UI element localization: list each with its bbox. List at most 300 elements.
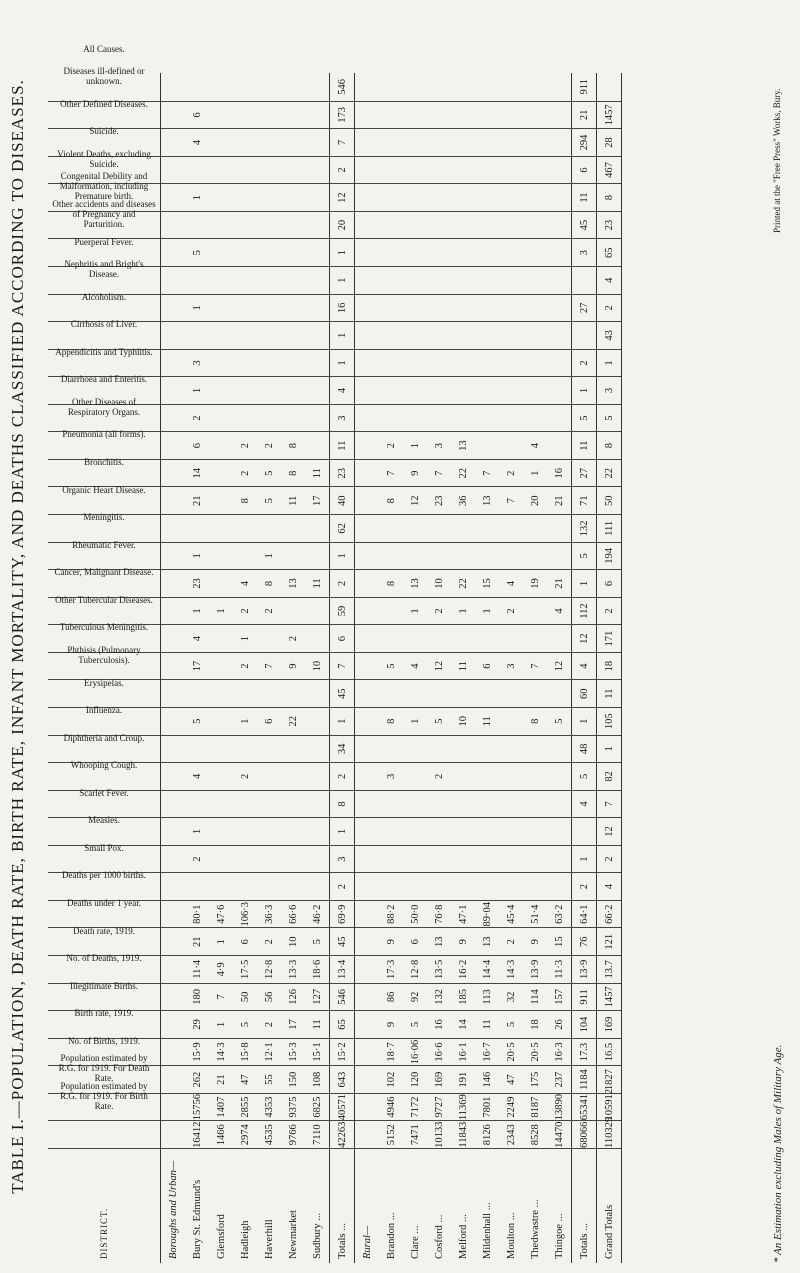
table-cell: 1 — [523, 459, 547, 487]
table-cell — [379, 818, 403, 846]
table-cell — [257, 873, 281, 901]
table-title: TABLE I.—POPULATION, DEATH RATE, BIRTH RATE, INFANT MORTALITY, AND DEATHS CLASSIFIED ACCORDING TO DISEASES. — [8, 79, 27, 1194]
column-header-label: Erysipelas. — [83, 677, 124, 688]
table-cell: 16412 — [185, 1121, 209, 1149]
table-cell: 1 — [597, 349, 622, 377]
table-cell: 7 — [257, 652, 281, 680]
table-cell — [547, 73, 572, 101]
table-cell: 7 — [330, 652, 355, 680]
table-cell — [209, 184, 233, 212]
table-cell: 2 — [597, 845, 622, 873]
table-cell — [161, 570, 186, 598]
district-name: Cosford ... — [433, 1214, 445, 1259]
table-cell — [161, 322, 186, 350]
table-cell: 191 — [451, 1066, 475, 1094]
table-cell: 17.3 — [572, 1038, 597, 1066]
table-cell — [257, 625, 281, 653]
table-cell — [379, 239, 403, 267]
table-cell: 1184 — [572, 1066, 597, 1094]
table-cell — [523, 73, 547, 101]
table-cell: 11·3 — [547, 956, 572, 984]
table-cell — [305, 708, 330, 736]
column-header-label: Nephritis and Bright's Disease. — [63, 259, 144, 280]
table-cell — [209, 652, 233, 680]
table-cell: 10 — [451, 708, 475, 736]
table-cell — [427, 239, 451, 267]
section-row — [355, 73, 380, 1263]
table-cell: 60 — [572, 680, 597, 708]
table-cell — [475, 845, 499, 873]
table-cell — [305, 763, 330, 791]
table-cell: 13·4 — [330, 956, 355, 984]
table-cell — [427, 625, 451, 653]
column-header-label: Other Defined Diseases. — [59, 98, 148, 109]
table-cell: 546 — [330, 73, 355, 101]
table-cell — [499, 735, 523, 763]
table-cell — [451, 542, 475, 570]
table-cell: 112 — [572, 597, 597, 625]
table-cell — [161, 377, 186, 405]
district-name: Totals ... — [572, 1149, 597, 1264]
table-cell — [451, 294, 475, 322]
table-cell — [355, 184, 380, 212]
table-cell — [305, 625, 330, 653]
table-cell: 45 — [330, 680, 355, 708]
column-header-label: No. of Births, 1919. — [67, 1035, 140, 1046]
table-cell — [257, 73, 281, 101]
table-row — [185, 73, 209, 1263]
table-cell — [379, 156, 403, 184]
table-cell — [523, 680, 547, 708]
table-cell: 2343 — [499, 1121, 523, 1149]
table-cell: 4·9 — [209, 956, 233, 984]
table-cell — [523, 790, 547, 818]
table-cell: 262 — [185, 1066, 209, 1094]
table-cell — [355, 267, 380, 295]
table-cell: 69·9 — [330, 900, 355, 928]
table-cell: 7 — [427, 459, 451, 487]
table-cell — [475, 735, 499, 763]
header-row — [48, 73, 161, 1263]
table-cell — [355, 349, 380, 377]
table-cell: 1 — [330, 708, 355, 736]
table-cell — [161, 349, 186, 377]
table-cell — [403, 211, 427, 239]
table-cell: 2974 — [233, 1121, 257, 1149]
table-cell: 20·5 — [523, 1038, 547, 1066]
table-cell — [427, 294, 451, 322]
table-cell: 13 — [427, 928, 451, 956]
table-cell: 8 — [379, 708, 403, 736]
table-cell: 5 — [572, 404, 597, 432]
table-cell: 126 — [281, 983, 305, 1011]
table-cell — [355, 900, 380, 928]
table-cell — [523, 156, 547, 184]
table-cell: 3 — [185, 349, 209, 377]
table-cell — [257, 349, 281, 377]
table-cell: 11 — [572, 432, 597, 460]
table-cell — [403, 73, 427, 101]
table-cell: 171 — [597, 625, 622, 653]
table-cell: 13 — [475, 928, 499, 956]
table-cell: 11 — [451, 652, 475, 680]
table-row — [547, 73, 572, 1263]
table-cell: 23 — [185, 570, 209, 598]
table-cell — [281, 515, 305, 543]
table-cell: 64·1 — [572, 900, 597, 928]
table-cell — [427, 845, 451, 873]
table-cell — [427, 377, 451, 405]
table-cell: 20·5 — [499, 1038, 523, 1066]
column-header-label: Puerperal Fever. — [74, 236, 133, 247]
table-cell — [355, 1093, 380, 1121]
table-cell — [499, 763, 523, 791]
table-cell: 5 — [572, 763, 597, 791]
table-cell — [451, 73, 475, 101]
table-cell: 2 — [427, 763, 451, 791]
table-cell: 12·8 — [257, 956, 281, 984]
table-cell — [355, 322, 380, 350]
table-cell: 4 — [597, 873, 622, 901]
table-cell: 11 — [475, 1011, 499, 1039]
table-cell: 2 — [499, 928, 523, 956]
table-cell — [523, 515, 547, 543]
table-cell — [547, 239, 572, 267]
table-cell: 169 — [597, 1011, 622, 1039]
table-cell — [209, 680, 233, 708]
table-cell — [355, 404, 380, 432]
table-cell: 50 — [597, 487, 622, 515]
table-cell — [475, 184, 499, 212]
table-cell — [499, 432, 523, 460]
table-cell: 7 — [597, 790, 622, 818]
table-cell: 17·3 — [379, 956, 403, 984]
table-cell — [547, 377, 572, 405]
table-cell — [209, 570, 233, 598]
table-cell: 66·6 — [281, 900, 305, 928]
table-cell — [209, 845, 233, 873]
table-cell: 11 — [305, 459, 330, 487]
printer-note: Printed at the "Free Press" Works, Bury. — [772, 88, 782, 233]
table-cell: 3 — [379, 763, 403, 791]
table-cell: 11 — [281, 487, 305, 515]
district-name: Sudbury ... — [311, 1212, 323, 1259]
table-cell — [499, 73, 523, 101]
table-cell: 121 — [597, 928, 622, 956]
table-cell — [209, 459, 233, 487]
table-cell — [523, 625, 547, 653]
table-cell — [523, 294, 547, 322]
table-cell: 3 — [427, 432, 451, 460]
table-cell: 2 — [233, 432, 257, 460]
table-cell — [547, 349, 572, 377]
table-cell — [451, 790, 475, 818]
district-name: Melford ... — [457, 1214, 469, 1259]
table-cell — [257, 845, 281, 873]
table-cell — [233, 542, 257, 570]
table-cell — [499, 267, 523, 295]
table-cell: 82 — [597, 763, 622, 791]
table-cell — [403, 845, 427, 873]
table-cell — [547, 211, 572, 239]
table-cell — [161, 1121, 186, 1149]
table-cell: 104 — [572, 1011, 597, 1039]
table-cell — [281, 597, 305, 625]
table-cell: 11·4 — [185, 956, 209, 984]
table-cell — [403, 239, 427, 267]
table-cell: 1457 — [597, 101, 622, 129]
table-cell — [403, 129, 427, 157]
table-cell: 6 — [257, 708, 281, 736]
table-cell — [257, 322, 281, 350]
table-cell: 7 — [330, 129, 355, 157]
table-cell — [209, 432, 233, 460]
table-cell: 6 — [572, 156, 597, 184]
table-cell — [185, 156, 209, 184]
table-cell — [499, 873, 523, 901]
table-cell — [403, 156, 427, 184]
column-header-label: Birth rate, 1919. — [74, 1008, 133, 1019]
table-cell: 13 — [451, 432, 475, 460]
table-cell: 1 — [233, 625, 257, 653]
table-cell: 20 — [330, 211, 355, 239]
table-cell — [161, 184, 186, 212]
column-header-label: Population estimated by R.G. for 1919. For Death Rate. — [58, 1053, 149, 1084]
table-cell — [379, 267, 403, 295]
table-cell: 8187 — [523, 1093, 547, 1121]
table-cell — [451, 267, 475, 295]
table-cell: 2 — [572, 873, 597, 901]
table-cell: 40 — [330, 487, 355, 515]
table-cell: 7471 — [403, 1121, 427, 1149]
table-cell: 12 — [403, 487, 427, 515]
table-cell: 1 — [403, 432, 427, 460]
table-cell: 21 — [547, 570, 572, 598]
table-cell — [403, 763, 427, 791]
column-header-label: Congenital Debility and Malformation, including Premature birth. — [59, 171, 148, 202]
table-cell: 40571 — [330, 1093, 355, 1121]
table-cell: 11 — [305, 1011, 330, 1039]
table-cell: 17 — [185, 652, 209, 680]
table-cell — [379, 101, 403, 129]
table-cell — [233, 156, 257, 184]
table-cell — [547, 404, 572, 432]
table-cell — [523, 211, 547, 239]
table-cell: 1 — [330, 267, 355, 295]
table-cell: 11843 — [451, 1121, 475, 1149]
table-cell: 18 — [523, 1011, 547, 1039]
table-cell: 21 — [547, 487, 572, 515]
table-cell — [233, 129, 257, 157]
column-header-label: Small Pox. — [83, 842, 124, 853]
table-cell: 911 — [572, 983, 597, 1011]
table-row — [379, 73, 403, 1263]
column-header-label: Measles. — [87, 815, 120, 826]
table-cell — [547, 156, 572, 184]
table-cell — [257, 377, 281, 405]
table-row — [427, 73, 451, 1263]
table-cell: 17·5 — [233, 956, 257, 984]
table-cell — [475, 818, 499, 846]
table-cell — [499, 625, 523, 653]
table-cell — [305, 542, 330, 570]
table-cell: 36·3 — [257, 900, 281, 928]
table-cell — [403, 267, 427, 295]
column-header-label: Deaths per 1000 births. — [61, 870, 146, 881]
table-cell — [161, 597, 186, 625]
table-cell — [547, 680, 572, 708]
table-cell: 12 — [427, 652, 451, 680]
table-cell: 10 — [281, 928, 305, 956]
table-cell — [379, 597, 403, 625]
column-header-label: Violent Deaths, excluding Suicide. — [56, 148, 151, 169]
table-cell — [451, 377, 475, 405]
table-cell: 50·0 — [403, 900, 427, 928]
table-cell — [161, 542, 186, 570]
table-cell: 45 — [572, 211, 597, 239]
table-cell: 10 — [305, 652, 330, 680]
table-cell — [403, 515, 427, 543]
table-cell: 9 — [379, 1011, 403, 1039]
table-cell — [475, 625, 499, 653]
table-cell: 2 — [572, 349, 597, 377]
table-cell: 11 — [572, 184, 597, 212]
table-cell — [305, 845, 330, 873]
table-cell — [379, 322, 403, 350]
table-cell — [185, 680, 209, 708]
table-cell: 4 — [185, 129, 209, 157]
table-cell — [161, 956, 186, 984]
column-header-label: Rheumatic Fever. — [71, 539, 136, 550]
table-row — [403, 73, 427, 1263]
table-cell — [161, 708, 186, 736]
table-cell: 14·3 — [499, 956, 523, 984]
table-cell — [305, 211, 330, 239]
table-cell: 4 — [185, 625, 209, 653]
table-cell — [209, 349, 233, 377]
table-cell — [499, 211, 523, 239]
table-cell: 2 — [257, 1011, 281, 1039]
table-cell: 71 — [572, 487, 597, 515]
table-cell: 16.5 — [597, 1038, 622, 1066]
table-cell — [427, 349, 451, 377]
table-cell: 1 — [572, 708, 597, 736]
table-cell — [355, 487, 380, 515]
column-header-label: Other Diseases of Respiratory Organs. — [67, 396, 140, 417]
table-cell — [257, 294, 281, 322]
table-cell: 132 — [427, 983, 451, 1011]
table-cell — [379, 349, 403, 377]
table-cell: 2 — [257, 597, 281, 625]
table-cell — [185, 790, 209, 818]
table-cell — [161, 1093, 186, 1121]
table-cell — [379, 294, 403, 322]
table-cell — [209, 735, 233, 763]
table-cell: 18·7 — [379, 1038, 403, 1066]
table-cell — [233, 790, 257, 818]
table-cell: 18 — [597, 652, 622, 680]
table-cell: 1827 — [597, 1066, 622, 1094]
table-cell — [403, 790, 427, 818]
table-cell: 6 — [475, 652, 499, 680]
table-cell — [403, 294, 427, 322]
table-cell: 15·2 — [330, 1038, 355, 1066]
table-cell: 9 — [403, 459, 427, 487]
table-cell: 12·1 — [257, 1038, 281, 1066]
table-cell: 12 — [572, 625, 597, 653]
table-cell — [523, 404, 547, 432]
table-cell: 132 — [572, 515, 597, 543]
table-cell — [305, 873, 330, 901]
table-cell: 9 — [451, 928, 475, 956]
table-cell — [379, 73, 403, 101]
table-cell — [403, 873, 427, 901]
table-cell: 2 — [185, 404, 209, 432]
table-cell — [379, 680, 403, 708]
table-cell: 4 — [233, 570, 257, 598]
table-cell — [281, 790, 305, 818]
table-cell: 17 — [305, 487, 330, 515]
table-cell — [403, 735, 427, 763]
table-cell — [499, 680, 523, 708]
table-cell: 4 — [547, 597, 572, 625]
table-cell — [499, 184, 523, 212]
table-cell — [355, 294, 380, 322]
table-cell — [161, 73, 186, 101]
table-cell — [161, 267, 186, 295]
district-name: Clare ... — [409, 1225, 421, 1259]
table-cell: 6 — [330, 625, 355, 653]
table-cell: 4353 — [257, 1093, 281, 1121]
table-cell: 1 — [330, 239, 355, 267]
table-cell — [209, 73, 233, 101]
table-cell — [379, 515, 403, 543]
table-cell — [305, 101, 330, 129]
table-cell — [281, 239, 305, 267]
table-cell: 8 — [379, 487, 403, 515]
table-cell: 8 — [233, 487, 257, 515]
table-cell — [547, 818, 572, 846]
table-cell — [355, 652, 380, 680]
table-cell — [233, 735, 257, 763]
table-cell — [161, 652, 186, 680]
table-cell — [523, 184, 547, 212]
table-cell — [355, 735, 380, 763]
table-row — [257, 73, 281, 1263]
table-cell — [161, 763, 186, 791]
table-cell — [257, 211, 281, 239]
table-cell: 13·3 — [281, 956, 305, 984]
table-cell — [403, 818, 427, 846]
table-cell: 11 — [597, 680, 622, 708]
table-cell: 2 — [499, 459, 523, 487]
table-cell: 16·1 — [451, 1038, 475, 1066]
column-header-label: Population estimated by R.G. for 1919. For Birth Rate. — [59, 1081, 148, 1111]
table-cell — [161, 1066, 186, 1094]
table-cell: 68066 — [572, 1121, 597, 1149]
table-cell — [161, 928, 186, 956]
table-cell — [523, 845, 547, 873]
table-cell: 2 — [330, 873, 355, 901]
table-cell: 27 — [572, 459, 597, 487]
table-cell — [523, 542, 547, 570]
table-cell: 105912 — [597, 1093, 622, 1121]
table-cell: 1 — [209, 1011, 233, 1039]
table-cell — [572, 322, 597, 350]
table-cell: 27 — [572, 294, 597, 322]
table-cell — [475, 267, 499, 295]
table-cell — [161, 735, 186, 763]
